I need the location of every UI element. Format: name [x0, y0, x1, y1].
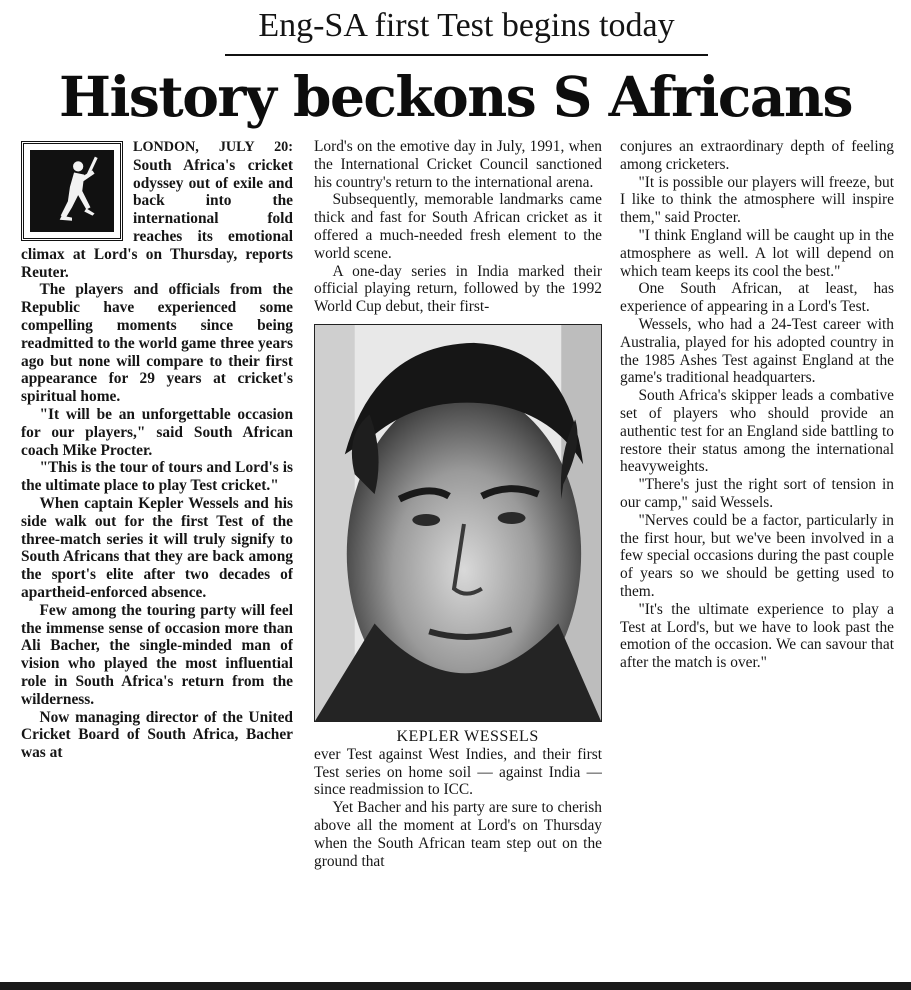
portrait-photo [314, 324, 602, 722]
article-paragraph: "There's just the right sort of tension in our camp," said Wessels. [620, 476, 894, 511]
next-article-edge [0, 978, 911, 990]
article-paragraph: The players and officials from the Republic have experienced some compelling moments since being readmitted to the world game three years ago but none will compare to their first appearance for 29 years at cricket's spiritual home. [21, 281, 293, 406]
article-paragraph: Few among the touring party will feel the immense sense of occasion more than Ali Bacher, the single-minded man of vision who played the most influential role in South Africa's return from the wilderness. [21, 601, 293, 708]
article-paragraph: One South African, at least, has experience of appearing in a Lord's Test. [620, 280, 894, 316]
article-paragraph: South Africa's skipper leads a combative set of players who should provide an authentic test for an England side battling to restore their status among the international heavyweights. [620, 387, 894, 476]
article-paragraph: When captain Kepler Wessels and his side walk out for the first Test of the three-match series it will truly signify to South Africans that they are back among the sport's elite after two decades of apartheid-enforced absence. [21, 494, 293, 601]
article-paragraph: Wessels, who had a 24-Test career with Australia, played for his adopted country in the 1985 Ashes Test against England at the game's traditional headquarters. [620, 315, 894, 387]
article-paragraph: Lord's on the emotive day in July, 1991, when the International Cricket Council sanctioned his country's return to the international arena. [314, 138, 602, 191]
article-paragraph: "It will be an unforgettable occasion for our players," said South African coach Mike Procter. [21, 405, 293, 459]
article-column-3 [620, 138, 894, 976]
section-logo [21, 141, 123, 241]
article-column-2 [314, 138, 602, 976]
article-paragraph: "It is possible our players will freeze, but I like to think the atmosphere will inspire them," said Procter. [620, 173, 894, 227]
article-paragraph: "This is the tour of tours and Lord's is the ultimate place to play Test cricket." [21, 459, 293, 495]
article-paragraph: Now managing director of the United Cricket Board of South Africa, Bacher was at [21, 708, 293, 762]
lead-text: South Africa's cricket odyssey out of exile and back into the international fold reaches its emotional climax at Lord's on Thursday, reports Reuter. [21, 156, 293, 281]
article-paragraph: conjures an extraordinary depth of feeling among cricketers. [620, 138, 894, 173]
dateline: LONDON, JULY 20: [133, 139, 293, 155]
article-paragraph: Subsequently, memorable landmarks came thick and fast for South African cricket as it offered a much-needed fresh element to the world scene. [314, 191, 602, 262]
article-paragraph: ever Test against West Indies, and their first Test series on home soil — against India — since readmission to ICC. [314, 745, 602, 799]
article-paragraph: Yet Bacher and his party are sure to cherish above all the moment at Lord's on Thursday when the South African team step out on the ground that [314, 799, 602, 870]
article-paragraph: "Nerves could be a factor, particularly in the first hour, but we've been involved in a few special occasions during the past couple of years so we should be getting used to them. [620, 511, 894, 600]
kicker-headline: Eng-SA first Test begins today [225, 4, 708, 56]
main-headline: History beckons S Africans [58, 64, 852, 129]
photo-caption: KEPLER WESSELS [396, 727, 539, 745]
article-paragraph: "I think England will be caught up in the atmosphere as well. A lot will depend on which team keeps its cool the best." [620, 226, 894, 280]
article-paragraph: "It's the ultimate experience to play a Test at Lord's, but we have to look past the emotion of the occasion. We can savour that after the match is over." [620, 600, 894, 672]
cricket-batsman-icon [30, 150, 114, 232]
article-paragraph: A one-day series in India marked their official playing return, followed by the 1992 World Cup debut, their first- [314, 262, 602, 316]
article-column-1 [21, 138, 293, 976]
